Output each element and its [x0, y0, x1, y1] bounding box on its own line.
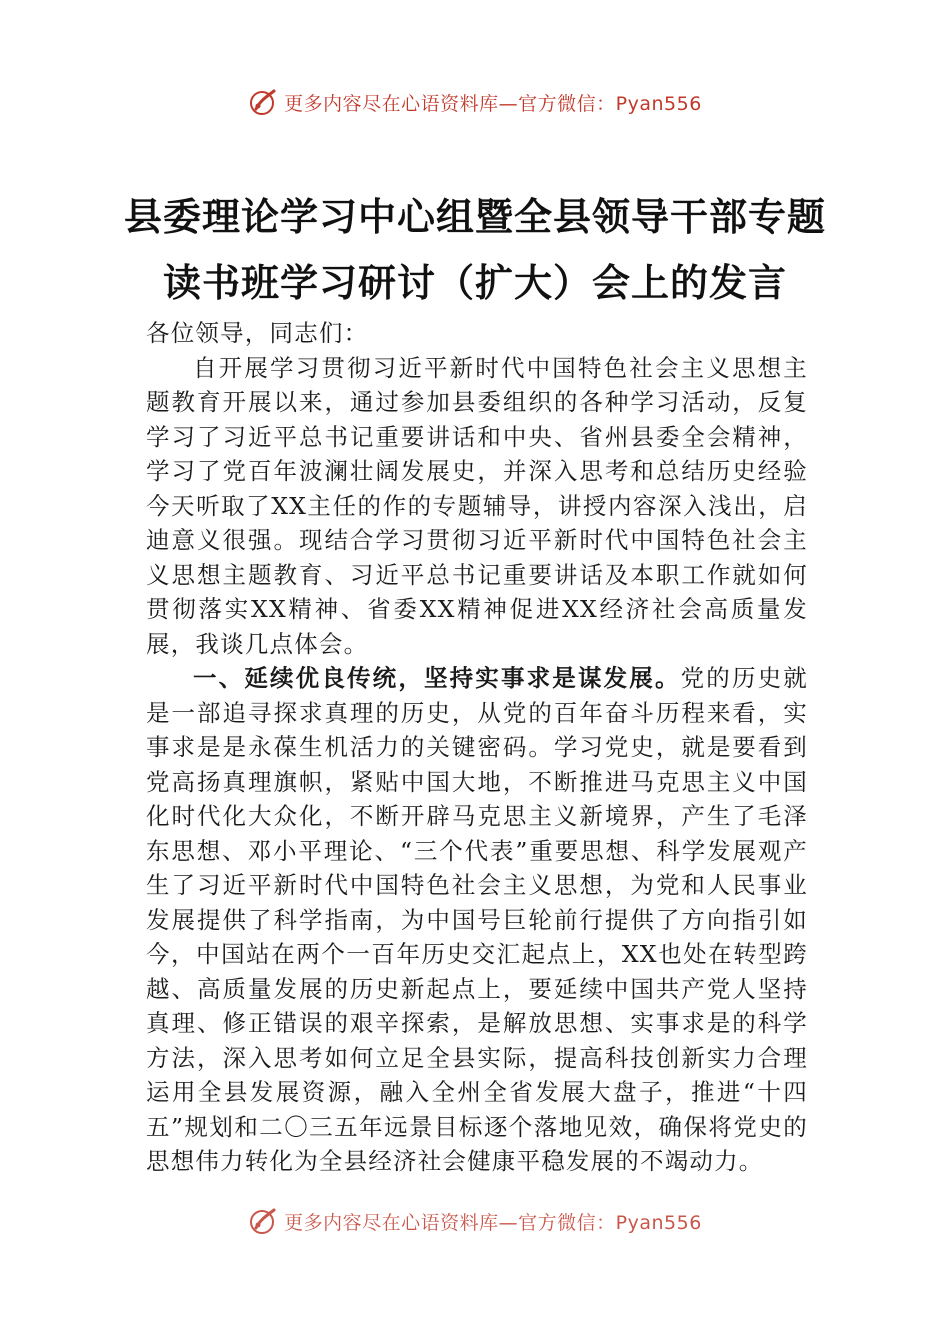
section-1-heading: 一、延续优良传统，坚持实事求是谋发展。 — [193, 664, 681, 692]
document-title-line-2: 读书班学习研讨（扩大）会上的发言 — [162, 260, 787, 305]
brush-logo-icon — [248, 87, 278, 117]
salutation: 各位领导，同志们： — [146, 319, 369, 347]
watermark-footer — [0, 1206, 950, 1236]
intro-paragraph: 自开展学习贯彻习近平新时代中国特色社会主义思想主题教育开展以来，通过参加县委组织的各种学习活动，反复学习了习近平总书记重要讲话和中央、省州县委全会精神，学习了党百年波澜壮阔发展史，并深入思考和总结历史经验今天听取了XX主任的作的专题辅导，讲授内容深入浅出，启迪意义很强。现结合学习贯彻习近平新时代中国特色社会主义思想主题教育、习近平总书记重要讲话及本职工作就如何贯彻落实XX精神、省委XX精神促进XX经济社会高质量发展，我谈几点体会。 — [146, 353, 808, 658]
watermark-text: 更多内容尽在心语资料库—官方微信：Pyan556 — [284, 92, 702, 115]
watermark-header — [0, 84, 950, 120]
brush-logo-icon — [248, 1206, 278, 1236]
section-1-paragraph — [146, 661, 808, 1179]
document-title-line-1: 县委理论学习中心组暨全县领导干部专题 — [123, 194, 826, 239]
section-1-text: 党的历史就是一部追寻探求真理的历史，从党的百年奋斗历程来看，实事求是是永葆生机活力的关键密码。学习党史，就是要看到党高扬真理旗帜，紧贴中国大地，不断推进马克思主义中国化时代化大众化，不断开辟马克思主义新境界，产生了毛泽东思想、邓小平理论、“三个代表”重要思想、科学发展观产生了习近平新时代中国特色社会主义思想，为党和人民事业发展提供了科学指南，为中国号巨轮前行提供了方向指引如今，中国站在两个一百年历史交汇起点上，XX也处在转型跨越、高质量发展的历史新起点上，要延续中国共产党人坚持真理、修正错误的艰辛探索，是解放思想、实事求是的科学方法，深入思考如何立足全县实际，提高科技创新实力合理运用全县发展资源，融入全州全省发展大盘子，推进“十四五”规划和二〇三五年远景目标逐个落地见效，确保将党史的思想伟力转化为全县经济社会健康平稳发展的不竭动力。 — [146, 664, 808, 1175]
watermark-text: 更多内容尽在心语资料库—官方微信：Pyan556 — [284, 1211, 702, 1234]
document-body — [146, 316, 808, 1179]
